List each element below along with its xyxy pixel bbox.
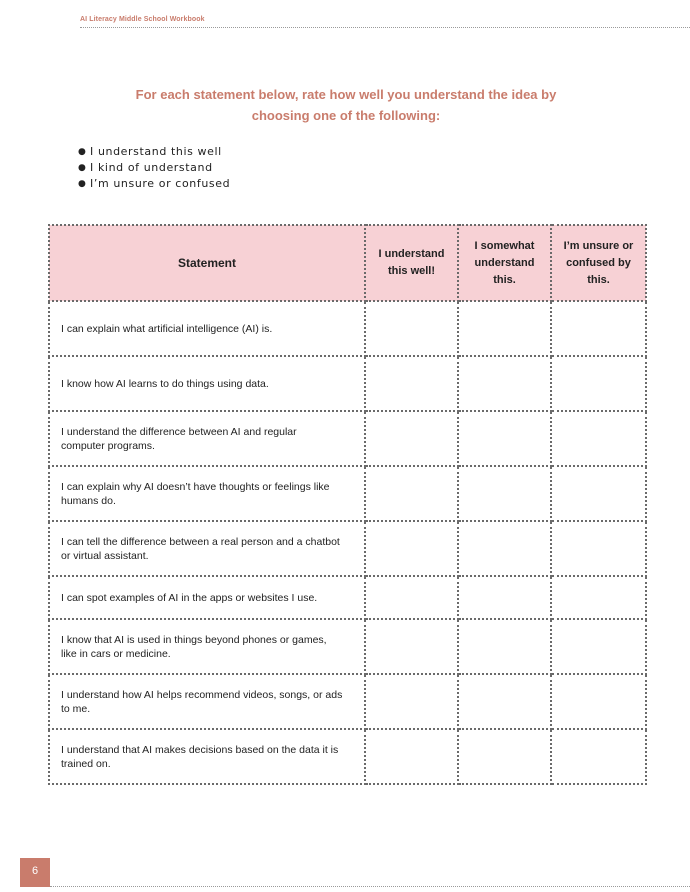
statement-cell: I understand the difference between AI and regular computer programs.	[49, 411, 365, 466]
unsure-cell[interactable]	[551, 466, 646, 521]
statement-cell: I understand how AI helps recommend videos, songs, or ads to me.	[49, 674, 365, 729]
table-header-row	[49, 225, 646, 301]
table-row	[49, 356, 646, 411]
unsure-cell[interactable]	[551, 521, 646, 576]
understand-well-column-header: I understand this well!	[365, 225, 458, 301]
table-row	[49, 729, 646, 784]
understand-well-cell[interactable]	[365, 356, 458, 411]
footer-divider	[50, 886, 690, 887]
statement-cell: I can spot examples of AI in the apps or websites I use.	[49, 576, 365, 619]
unsure-cell[interactable]	[551, 619, 646, 674]
unsure-cell[interactable]	[551, 576, 646, 619]
somewhat-understand-cell[interactable]	[458, 576, 551, 619]
rating-option-label: I kind of understand	[90, 161, 213, 174]
somewhat-understand-cell[interactable]	[458, 619, 551, 674]
rating-option-label: I’m unsure or confused	[90, 177, 231, 190]
rating-options-list	[78, 144, 230, 192]
rating-option	[78, 160, 230, 176]
statement-cell: I can tell the difference between a real person and a chatbot or virtual assistant.	[49, 521, 365, 576]
unsure-cell[interactable]	[551, 301, 646, 356]
table-row	[49, 576, 646, 619]
understand-well-cell[interactable]	[365, 729, 458, 784]
page-number-badge: 6	[20, 858, 50, 887]
somewhat-understand-cell[interactable]	[458, 301, 551, 356]
statement-cell: I know that AI is used in things beyond phones or games, like in cars or medicine.	[49, 619, 365, 674]
statement-column-header: Statement	[49, 225, 365, 301]
table-row	[49, 521, 646, 576]
statement-cell: I can explain what artificial intelligence (AI) is.	[49, 301, 365, 356]
unsure-cell[interactable]	[551, 411, 646, 466]
somewhat-understand-cell[interactable]	[458, 356, 551, 411]
somewhat-understand-cell[interactable]	[458, 411, 551, 466]
somewhat-understand-cell[interactable]	[458, 674, 551, 729]
statement-cell: I know how AI learns to do things using data.	[49, 356, 365, 411]
understand-well-cell[interactable]	[365, 619, 458, 674]
table-row	[49, 674, 646, 729]
table-row	[49, 619, 646, 674]
somewhat-understand-cell[interactable]	[458, 521, 551, 576]
bullet-icon: ●	[78, 179, 87, 189]
somewhat-understand-cell[interactable]	[458, 729, 551, 784]
understand-well-cell[interactable]	[365, 521, 458, 576]
understand-well-cell[interactable]	[365, 674, 458, 729]
unsure-column-header: I’m unsure or confused by this.	[551, 225, 646, 301]
rating-option	[78, 144, 230, 160]
understand-well-cell[interactable]	[365, 576, 458, 619]
somewhat-understand-cell[interactable]	[458, 466, 551, 521]
header-divider	[80, 27, 690, 28]
instructions-line: For each statement below, rate how well you understand the idea by	[135, 87, 557, 102]
workbook-title: AI Literacy Middle School Workbook	[80, 16, 205, 23]
understand-well-cell[interactable]	[365, 466, 458, 521]
unsure-cell[interactable]	[551, 729, 646, 784]
statement-cell: I understand that AI makes decisions based on the data it is trained on.	[49, 729, 365, 784]
bullet-icon: ●	[78, 163, 87, 173]
rating-option-label: I understand this well	[90, 145, 222, 158]
understand-well-cell[interactable]	[365, 301, 458, 356]
instructions-line: choosing one of the following:	[251, 108, 441, 123]
instructions	[120, 84, 572, 126]
somewhat-understand-column-header: I somewhat understand this.	[458, 225, 551, 301]
bullet-icon: ●	[78, 147, 87, 157]
rating-option	[78, 176, 230, 192]
understand-well-cell[interactable]	[365, 411, 458, 466]
table-row	[49, 301, 646, 356]
table-row	[49, 411, 646, 466]
table-row	[49, 466, 646, 521]
self-rating-table	[48, 224, 647, 785]
unsure-cell[interactable]	[551, 356, 646, 411]
unsure-cell[interactable]	[551, 674, 646, 729]
statement-cell: I can explain why AI doesn’t have thoughts or feelings like humans do.	[49, 466, 365, 521]
